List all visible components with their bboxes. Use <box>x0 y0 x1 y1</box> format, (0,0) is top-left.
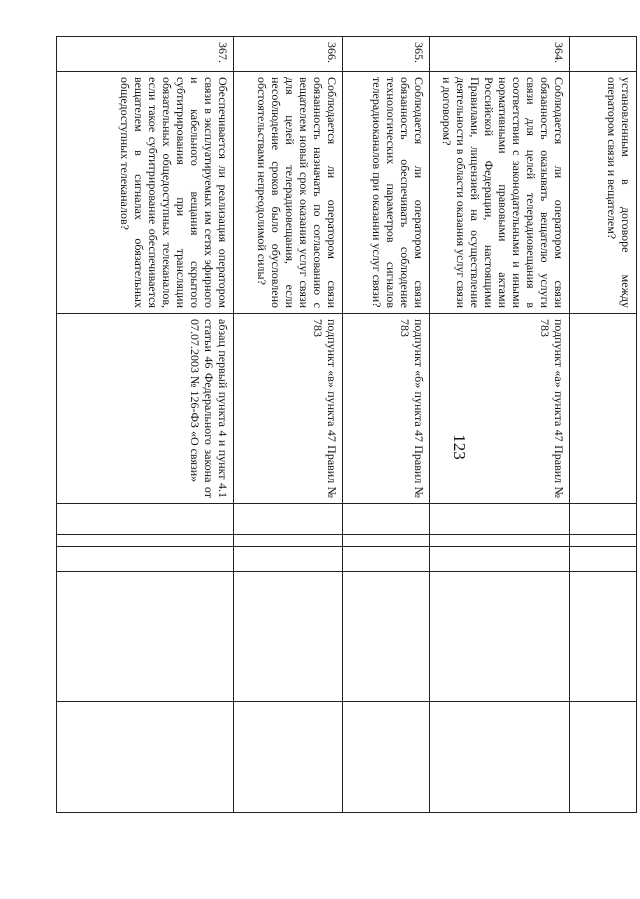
answer-cell-no <box>234 535 343 547</box>
remark-cell <box>430 572 570 702</box>
page-number: 123 <box>449 434 469 460</box>
answer-cell-no <box>570 535 637 547</box>
row-number: 366. <box>234 37 343 72</box>
answer-cell-na <box>57 547 234 572</box>
answer-cell-no <box>430 535 570 547</box>
note-cell <box>343 702 430 813</box>
note-cell <box>570 702 637 813</box>
answer-cell-yes <box>570 504 637 535</box>
checklist-table <box>56 36 637 813</box>
row-number: 367. <box>57 37 234 72</box>
answer-cell-yes <box>430 504 570 535</box>
question-cell: Соблюдается ли оператором связи обязанность оказывать вещателю услуги связи для целей телерадиовещания в соответствии с законодательными и иными нормативными правовыми актами Российской Федерации, настоящими Правилами, лицензией на осуществление деятельности в области оказания услуг связи и договором? <box>430 72 570 314</box>
reference-cell: подпункт «в» пункта 47 Правил № 783 <box>234 314 343 504</box>
reference-cell: абзац первый пункта 4 и пункт 4.1 статьи 46 Федерального закона от 07.07.2003 № 126-ФЗ «О связи» <box>57 314 234 504</box>
reference-cell: подпункт «а» пункта 47 Правил № 783 <box>430 314 570 504</box>
remark-cell <box>343 572 430 702</box>
row-number: 364. <box>430 37 570 72</box>
answer-cell-no <box>343 535 430 547</box>
note-cell <box>57 702 234 813</box>
answer-cell-na <box>570 547 637 572</box>
answer-cell-yes <box>234 504 343 535</box>
answer-cell-yes <box>57 504 234 535</box>
table-row <box>234 37 343 813</box>
note-cell <box>234 702 343 813</box>
table-row <box>430 37 570 813</box>
table-row <box>57 37 234 813</box>
row-number <box>570 37 637 72</box>
answer-cell-na <box>343 547 430 572</box>
question-cell: установленным в договоре между оператором связи и вещателем? <box>570 72 637 314</box>
rotated-page-content <box>57 36 637 812</box>
reference-cell <box>570 314 637 504</box>
note-cell <box>430 702 570 813</box>
question-cell: Соблюдается ли оператором связи обязанность назначать по согласованию с вещателем новый срок оказания услуг связи для целей телерадиовещания, если несоблюдение сроков было обусловлено обстоятельствами непреодолимой силы? <box>234 72 343 314</box>
answer-cell-no <box>57 535 234 547</box>
table-row <box>343 37 430 813</box>
answer-cell-yes <box>343 504 430 535</box>
table-row <box>570 37 637 813</box>
answer-cell-na <box>430 547 570 572</box>
remark-cell <box>570 572 637 702</box>
answer-cell-na <box>234 547 343 572</box>
remark-cell <box>57 572 234 702</box>
remark-cell <box>234 572 343 702</box>
reference-cell: подпункт «б» пункта 47 Правил № 783 <box>343 314 430 504</box>
question-cell: Соблюдается ли оператором связи обязанность обеспечивать соблюдение технологических параметров сигналов телерадиоканалов при оказании услуг связи? <box>343 72 430 314</box>
question-cell: Обеспечивается ли реализация оператором связи в эксплуатируемых им сетях эфирного и кабельного вещания скрытого субтитрирования при трансляции обязательных общедоступных телеканалов, если такое субтитрирование обеспечивается вещателем в сигналах обязательных общедоступных телеканалов? <box>57 72 234 314</box>
row-number: 365. <box>343 37 430 72</box>
